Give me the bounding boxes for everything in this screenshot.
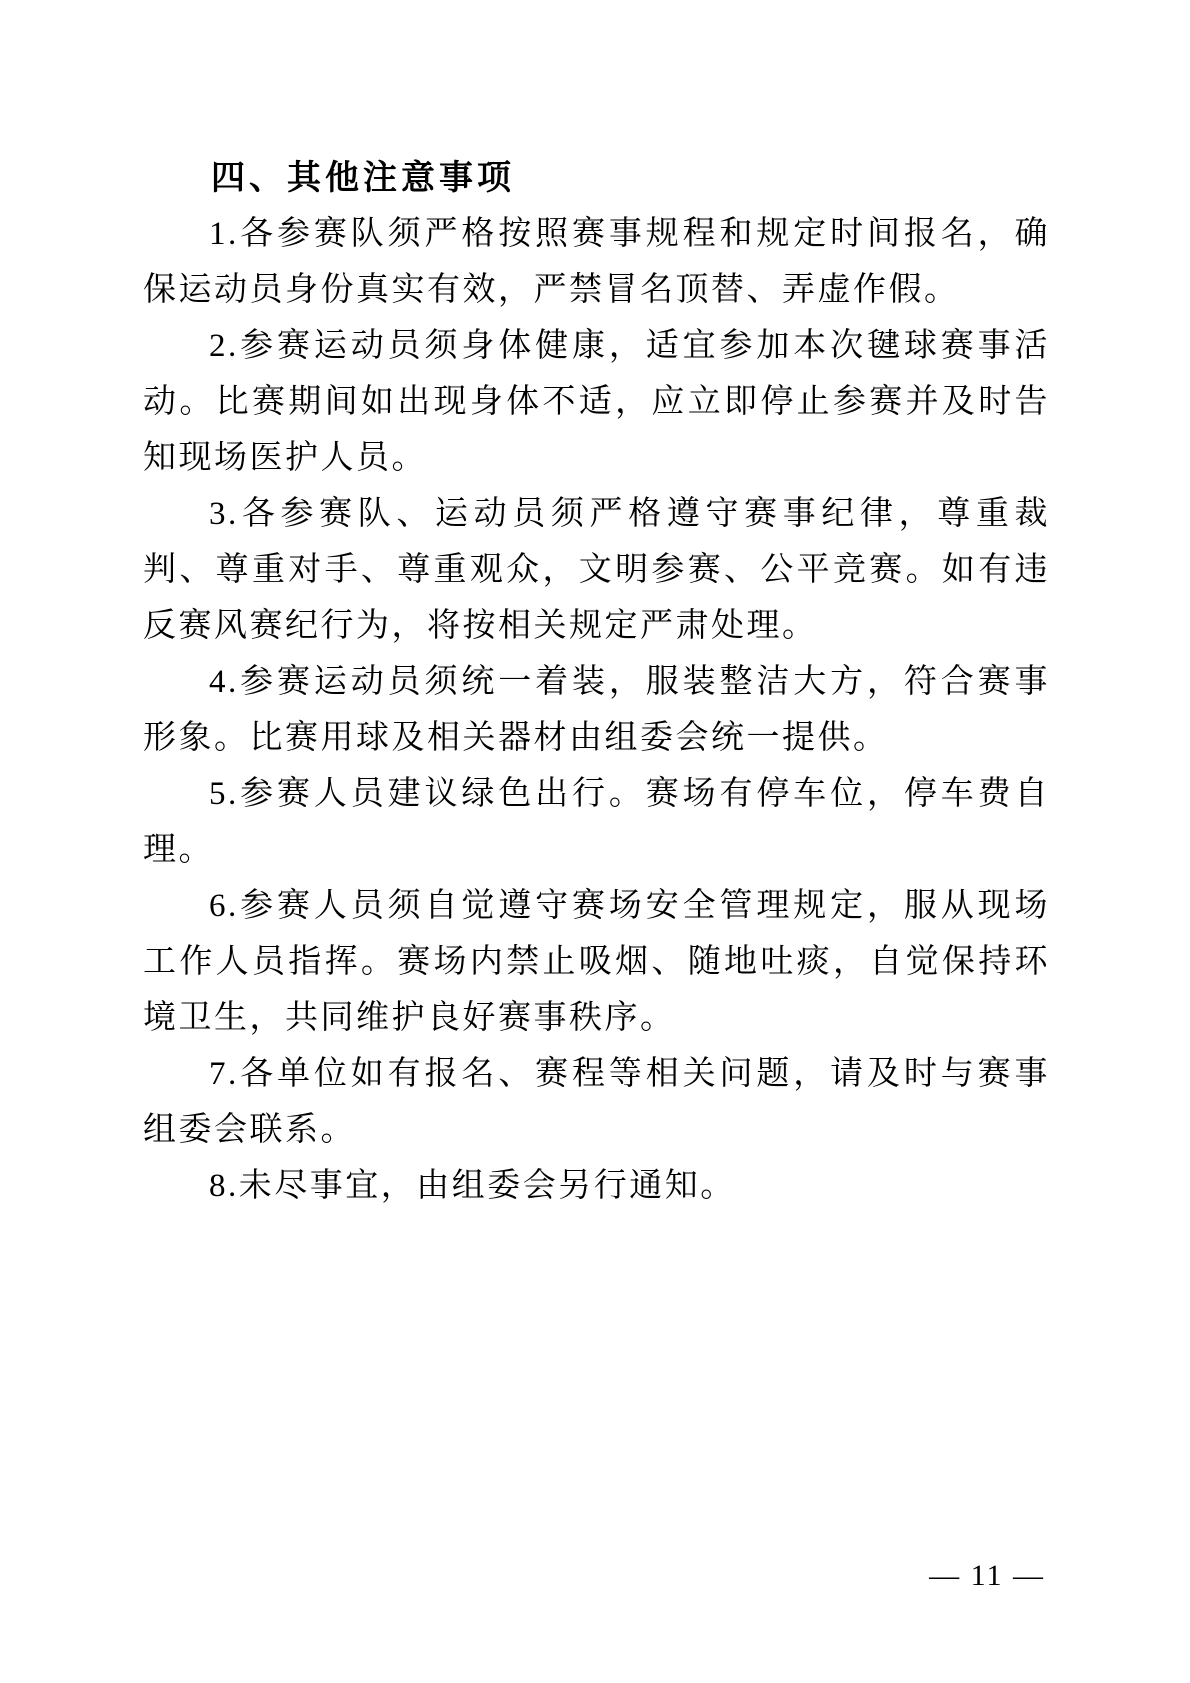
paragraph-4: 4.参赛运动员须统一着装，服装整洁大方，符合赛事形象。比赛用球及相关器材由组委会统一提供。 (143, 664, 1050, 756)
paragraph-8: 8.未尽事宜，由组委会另行通知。 (209, 1168, 736, 1204)
page-number: — 11 — (929, 1559, 1045, 1592)
paragraph-2: 2.参赛运动员须身体健康，适宜参加本次毽球赛事活动。比赛期间如出现身体不适，应立即停止参赛并及时告知现场医护人员。 (143, 328, 1050, 476)
paragraph-6: 6.参赛人员须自觉遵守赛场安全管理规定，服从现场工作人员指挥。赛场内禁止吸烟、随地吐痰，自觉保持环境卫生，共同维护良好赛事秩序。 (143, 888, 1050, 1036)
document-body (143, 150, 1050, 1214)
paragraph-1: 1.各参赛队须严格按照赛事规程和规定时间报名，确保运动员身份真实有效，严禁冒名顶替、弄虚作假。 (143, 216, 1050, 308)
section-heading: 四、其他注意事项 (211, 159, 515, 197)
paragraph-3: 3.各参赛队、运动员须严格遵守赛事纪律，尊重裁判、尊重对手、尊重观众，文明参赛、公平竞赛。如有违反赛风赛纪行为，将按相关规定严肃处理。 (143, 496, 1050, 644)
paragraph-5: 5.参赛人员建议绿色出行。赛场有停车位，停车费自理。 (143, 776, 1050, 868)
paragraph-7: 7.各单位如有报名、赛程等相关问题，请及时与赛事组委会联系。 (143, 1056, 1050, 1148)
